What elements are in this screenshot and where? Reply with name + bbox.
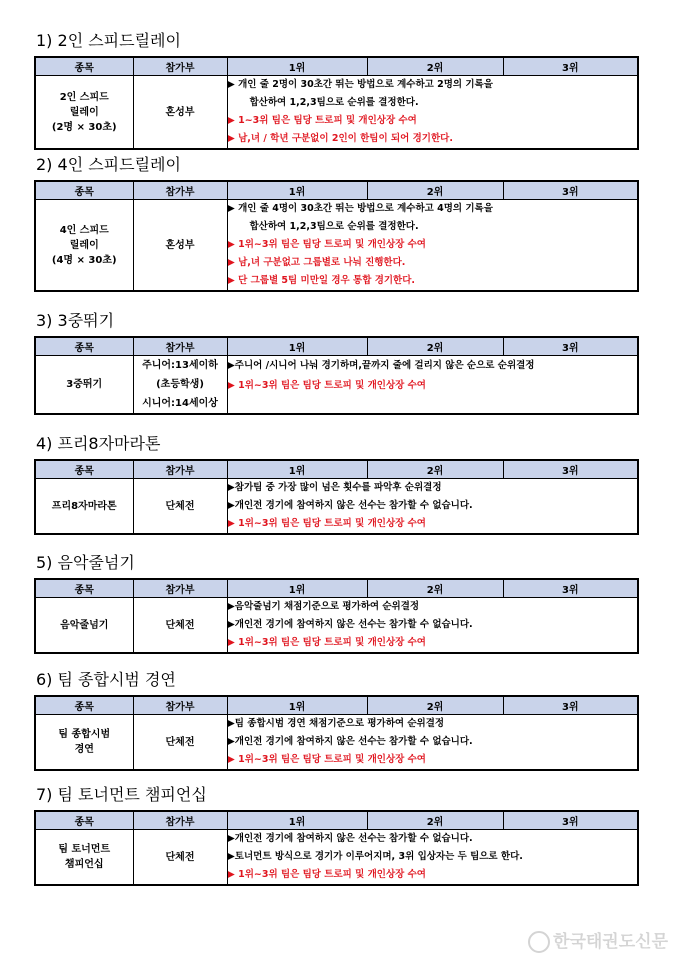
award-note-line: ▶ 1위~3위 팀은 팀당 트로피 및 개인상장 수여 (227, 754, 426, 765)
event-name-line: 4인 스피드 (59, 224, 109, 236)
col-header-third: 3위 (503, 181, 638, 200)
rules-table (34, 336, 639, 415)
division-line: 단체전 (165, 619, 195, 631)
division-cell (133, 830, 227, 886)
award-note-line: ▶ 1위~3위 팀은 팀당 트로피 및 개인상장 수여 (227, 239, 426, 250)
rule-line: ▶팀 종합시범 경연 채점기준으로 평가하여 순위결정 (227, 718, 445, 729)
col-header-division: 참가부 (133, 181, 227, 200)
division-line: 시니어:14세이상 (142, 398, 218, 409)
col-header-event: 종목 (35, 696, 133, 715)
event-name-cell (35, 830, 133, 886)
table-row (35, 479, 638, 535)
col-header-third: 3위 (503, 811, 638, 830)
col-header-division: 참가부 (133, 696, 227, 715)
table-row (35, 598, 638, 654)
rule-line: ▶개인전 경기에 참여하지 않은 선수는 참가할 수 없습니다. (227, 500, 473, 511)
col-header-division: 참가부 (133, 57, 227, 76)
header-row (35, 460, 638, 479)
col-header-first: 1위 (227, 579, 367, 598)
col-header-first: 1위 (227, 811, 367, 830)
rule-line: 합산하여 1,2,3팀으로 순위를 결정한다. (249, 97, 419, 108)
col-header-event: 종목 (35, 460, 133, 479)
col-header-third: 3위 (503, 337, 638, 356)
division-line: 혼성부 (165, 239, 195, 251)
section-title: 7) 팀 토너먼트 챔피언십 (36, 785, 207, 804)
rule-line: ▶개인전 경기에 참여하지 않은 선수는 참가할 수 없습니다. (227, 833, 473, 844)
event-name-cell (35, 598, 133, 654)
rule-description-cell (227, 356, 638, 415)
table-row (35, 356, 638, 415)
section-title: 2) 4인 스피드릴레이 (36, 155, 181, 174)
rules-table (34, 56, 639, 150)
section-title: 1) 2인 스피드릴레이 (36, 31, 181, 50)
award-note-line: ▶ 남,녀 구분없고 그룹별로 나눠 진행한다. (227, 257, 406, 268)
col-header-third: 3위 (503, 696, 638, 715)
award-note-line: ▶ 단 그룹별 5팀 미만일 경우 통합 경기한다. (227, 275, 416, 286)
rule-description-cell (227, 479, 638, 535)
col-header-division: 참가부 (133, 579, 227, 598)
table-row (35, 830, 638, 886)
division-cell (133, 200, 227, 292)
rules-table (34, 459, 639, 535)
section-4 (34, 433, 638, 535)
section-6 (34, 669, 638, 771)
event-name-cell (35, 715, 133, 771)
event-name-line: 릴레이 (69, 239, 99, 251)
division-cell (133, 715, 227, 771)
event-name-cell (35, 76, 133, 150)
award-note-line: ▶ 1위~3위 팀은 팀당 트로피 및 개인상장 수여 (227, 380, 426, 391)
division-line: 주니어:13세이하 (142, 360, 218, 371)
col-header-event: 종목 (35, 579, 133, 598)
col-header-event: 종목 (35, 57, 133, 76)
section-title: 5) 음악줄넘기 (36, 553, 135, 572)
rules-table (34, 578, 639, 654)
section-3 (34, 310, 638, 415)
table-row (35, 76, 638, 150)
rule-line: ▶ 개인 줄 2명이 30초간 뛰는 방법으로 계수하고 2명의 기록을 (227, 79, 493, 90)
header-row (35, 811, 638, 830)
header-row (35, 579, 638, 598)
event-name-line: 팀 종합시범 (58, 729, 111, 740)
award-note-line: ▶ 1위~3위 팀은 팀당 트로피 및 개인상장 수여 (227, 637, 426, 648)
rule-line: ▶ 개인 줄 4명이 30초간 뛰는 방법으로 계수하고 4명의 기록을 (227, 203, 493, 214)
section-title: 3) 3중뛰기 (36, 311, 115, 330)
rule-line: 합산하여 1,2,3팀으로 순위를 결정한다. (249, 221, 419, 232)
col-header-second: 2위 (367, 57, 503, 76)
col-header-first: 1위 (227, 696, 367, 715)
col-header-event: 종목 (35, 337, 133, 356)
award-note-line: ▶ 1위~3위 팀은 팀당 트로피 및 개인상장 수여 (227, 518, 426, 529)
section-1 (34, 30, 638, 150)
division-line: 단체전 (165, 500, 195, 512)
rule-line: ▶개인전 경기에 참여하지 않은 선수는 참가할 수 없습니다. (227, 619, 473, 630)
event-name-line: 챔피언십 (64, 859, 104, 870)
col-header-first: 1위 (227, 337, 367, 356)
award-note-line: ▶ 남,녀 / 학년 구분없이 2인이 한팀이 되어 경기한다. (227, 133, 453, 144)
col-header-division: 참가부 (133, 811, 227, 830)
event-name-line: 3중뛰기 (66, 379, 103, 390)
watermark-seal-icon (528, 931, 550, 953)
event-name-cell (35, 356, 133, 415)
section-5 (34, 552, 638, 654)
col-header-third: 3위 (503, 460, 638, 479)
section-title: 4) 프리8자마라톤 (36, 434, 161, 453)
rule-description-cell (227, 598, 638, 654)
col-header-first: 1위 (227, 57, 367, 76)
col-header-second: 2위 (367, 811, 503, 830)
col-header-second: 2위 (367, 181, 503, 200)
rule-line: ▶음악줄넘기 채점기준으로 평가하여 순위결정 (227, 601, 420, 612)
event-name-cell (35, 479, 133, 535)
division-cell (133, 356, 227, 415)
event-name-line: 릴레이 (69, 106, 99, 118)
header-row (35, 181, 638, 200)
rules-table (34, 180, 639, 292)
col-header-division: 참가부 (133, 460, 227, 479)
col-header-second: 2위 (367, 337, 503, 356)
col-header-division: 참가부 (133, 337, 227, 356)
section-title: 6) 팀 종합시범 경연 (36, 670, 176, 689)
header-row (35, 337, 638, 356)
award-note-line: ▶ 1위~3위 팀은 팀당 트로피 및 개인상장 수여 (227, 869, 426, 880)
division-line: 단체전 (165, 736, 195, 748)
col-header-first: 1위 (227, 181, 367, 200)
event-name-line: 프리8자마라톤 (51, 500, 117, 512)
rule-description-cell (227, 830, 638, 886)
rules-table (34, 695, 639, 771)
col-header-third: 3위 (503, 579, 638, 598)
rule-line: ▶주니어 /시니어 나눠 경기하며,끝까지 줄에 걸리지 않은 순으로 순위결정 (227, 360, 535, 371)
event-name-line: 2인 스피드 (59, 91, 109, 103)
col-header-event: 종목 (35, 811, 133, 830)
table-row (35, 715, 638, 771)
division-line: 단체전 (165, 851, 195, 863)
rule-line: ▶토너먼트 방식으로 경기가 이루어지며, 3위 입상자는 두 팀으로 한다. (227, 851, 523, 862)
section-2 (34, 154, 638, 292)
division-line: (초등학생) (156, 379, 204, 390)
event-name-line: 팀 토너먼트 (58, 844, 111, 855)
rule-description-cell (227, 76, 638, 150)
rule-description-cell (227, 715, 638, 771)
rule-description-cell (227, 200, 638, 292)
division-cell (133, 598, 227, 654)
watermark: 한국태권도신문 (528, 927, 668, 953)
section-7 (34, 784, 638, 886)
event-name-cell (35, 200, 133, 292)
header-row (35, 696, 638, 715)
col-header-third: 3위 (503, 57, 638, 76)
col-header-event: 종목 (35, 181, 133, 200)
division-cell (133, 76, 227, 150)
event-name-line: (2명 × 30초) (51, 121, 117, 133)
award-note-line: ▶ 1~3위 팀은 팀당 트로피 및 개인상장 수여 (227, 115, 417, 126)
header-row (35, 57, 638, 76)
event-name-line: 음악줄넘기 (60, 619, 109, 631)
event-name-line: (4명 × 30초) (51, 254, 117, 266)
rules-table (34, 810, 639, 886)
rule-line: ▶개인전 경기에 참여하지 않은 선수는 참가할 수 없습니다. (227, 736, 473, 747)
table-row (35, 200, 638, 292)
col-header-first: 1위 (227, 460, 367, 479)
col-header-second: 2위 (367, 696, 503, 715)
division-line: 혼성부 (165, 106, 195, 118)
rule-line: ▶참가팀 중 가장 많이 넘은 횟수를 파악후 순위결정 (227, 482, 442, 493)
division-cell (133, 479, 227, 535)
col-header-second: 2위 (367, 460, 503, 479)
col-header-second: 2위 (367, 579, 503, 598)
event-name-line: 경연 (74, 744, 94, 755)
